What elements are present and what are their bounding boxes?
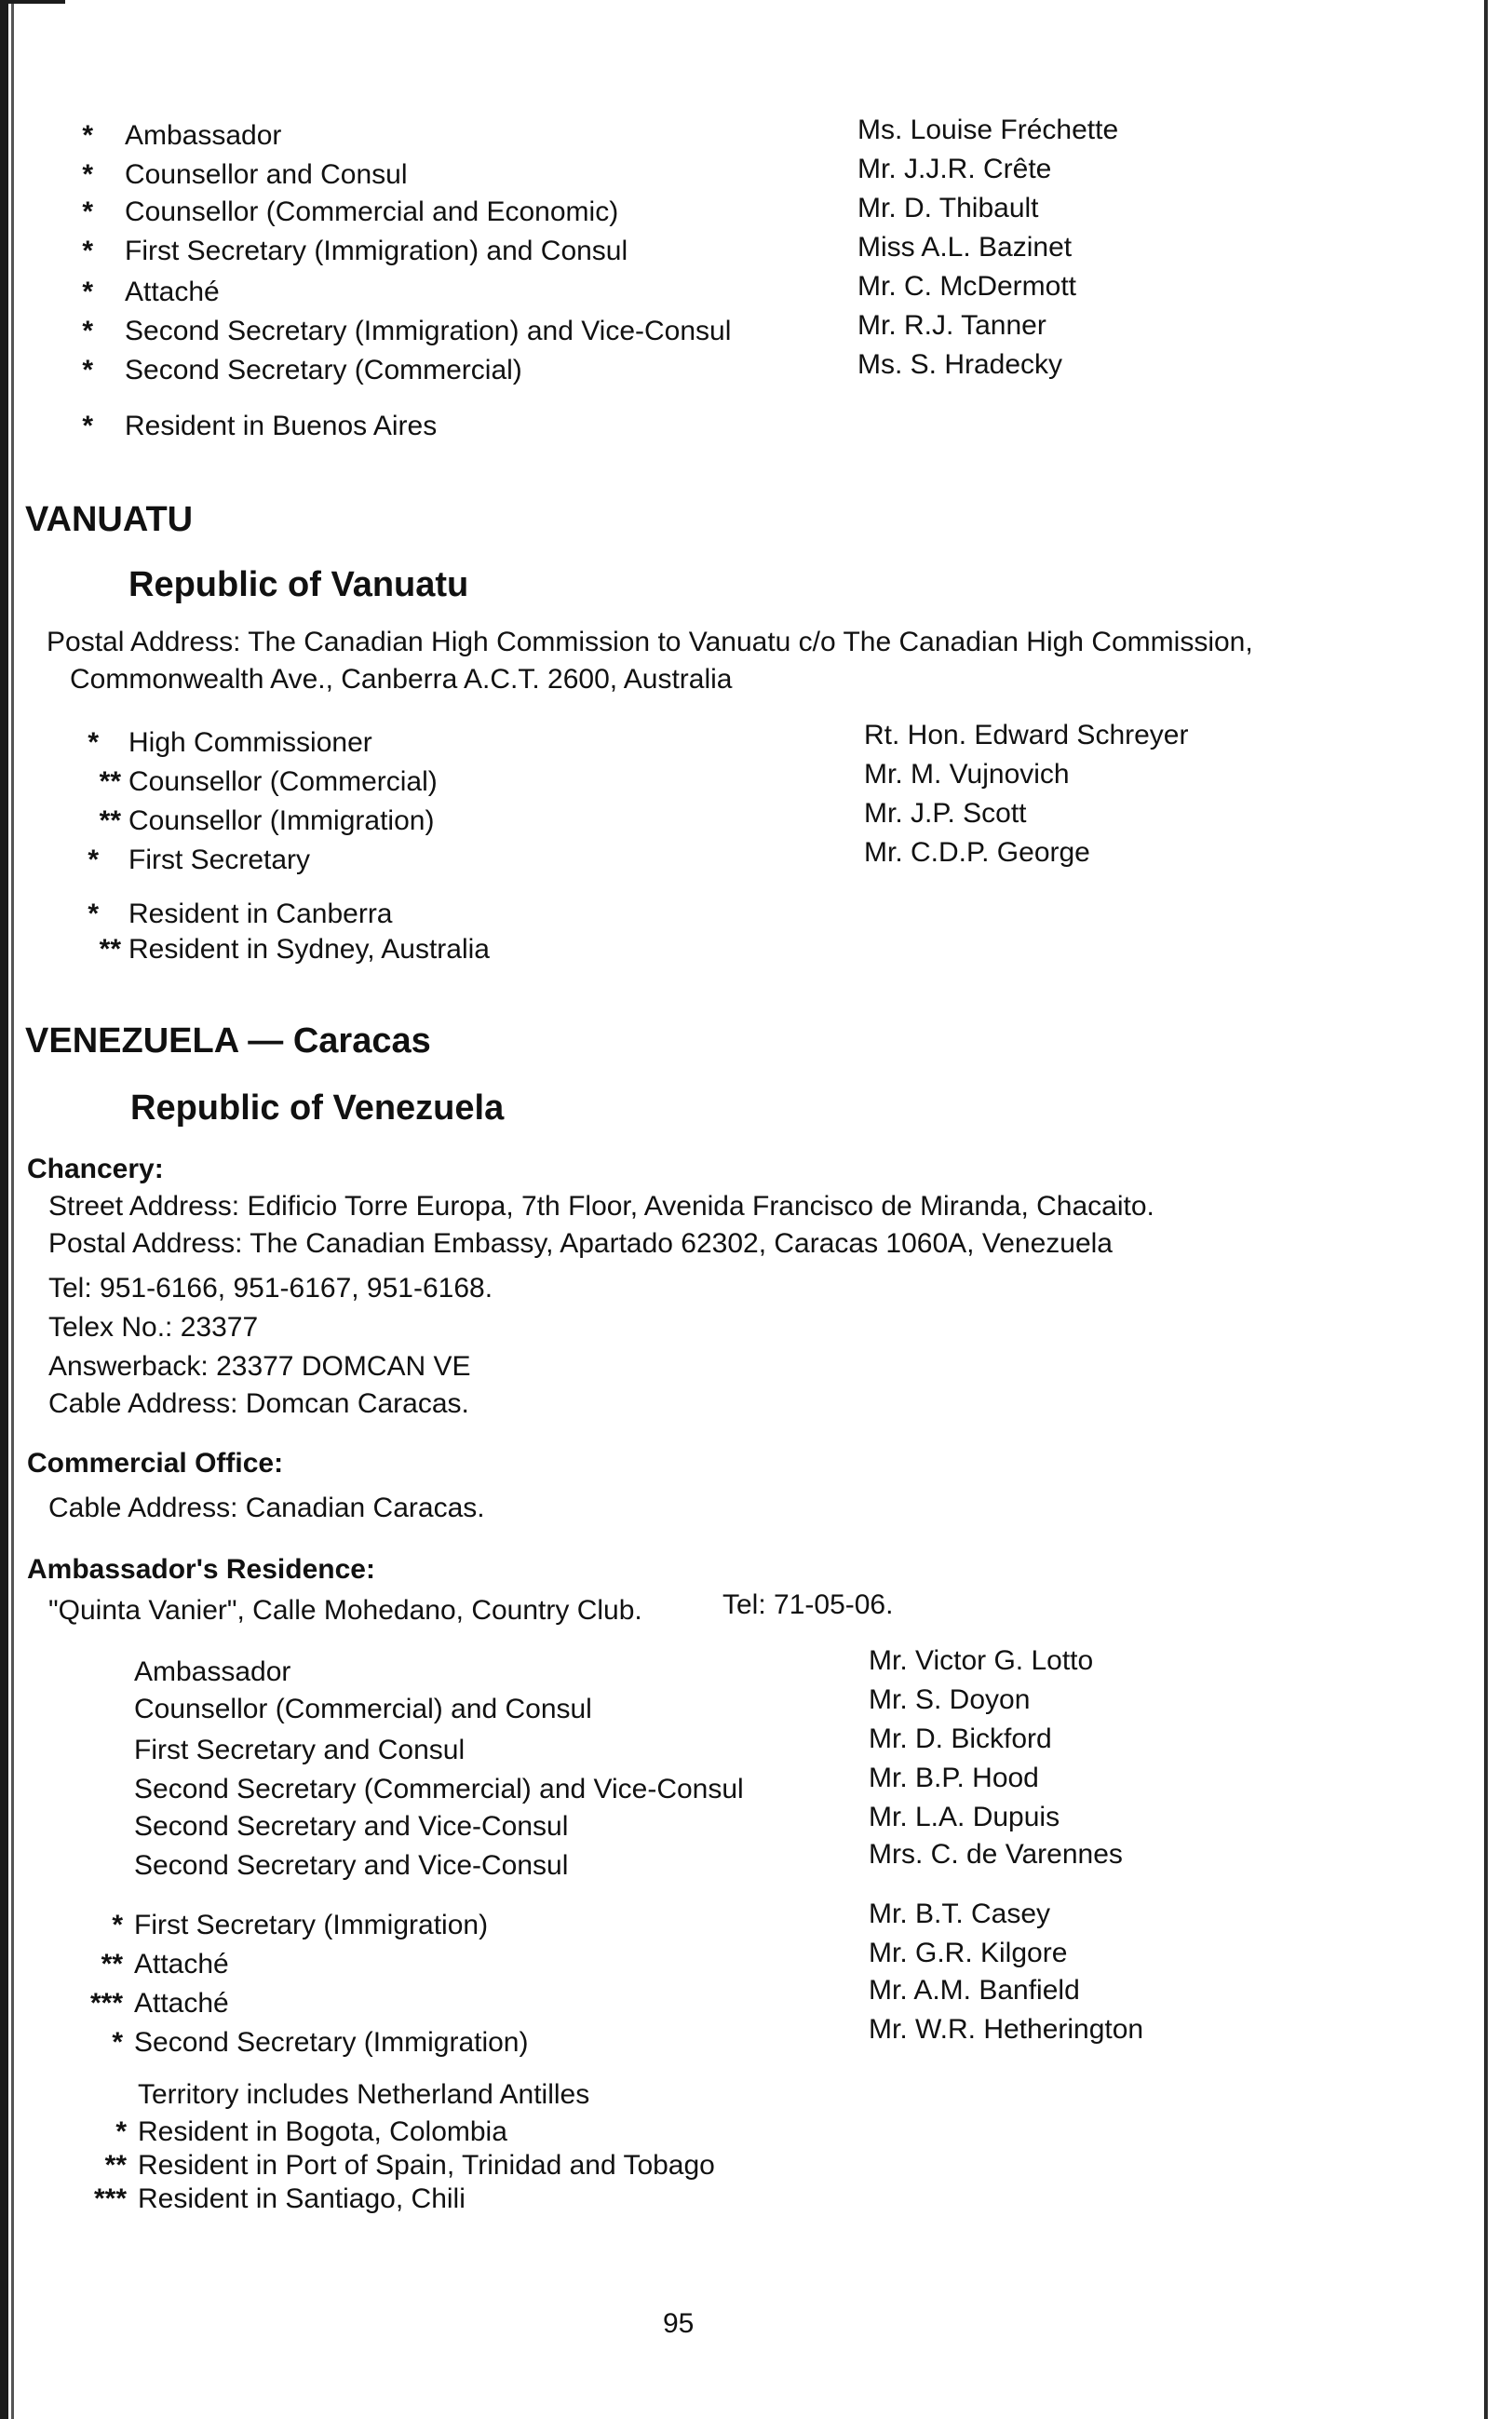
footnote-marker: ** (99, 805, 121, 836)
chancery-line: Tel: 951-6166, 951-6167, 951-6168. (48, 1273, 493, 1304)
staff-name: Mr. W.R. Hetherington (869, 2014, 1144, 2045)
footnote-text: Resident in Canberra (128, 899, 393, 929)
staff-name: Mr. D. Bickford (869, 1723, 1052, 1754)
staff-title: Second Secretary (Immigration) and Vice-Consul (125, 316, 732, 346)
staff-name: Mr. B.T. Casey (869, 1899, 1051, 1929)
staff-name: Mr. B.P. Hood (869, 1763, 1039, 1793)
postal-address-line: Postal Address: The Canadian High Commission to Vanuatu c/o The Canadian High Commission, (47, 627, 1253, 657)
staff-title: High Commissioner (128, 727, 372, 758)
staff-name: Miss A.L. Bazinet (857, 232, 1073, 263)
footnote-marker: * (82, 277, 93, 307)
page-number: 95 (663, 2308, 695, 2339)
staff-title: Attaché (134, 1988, 229, 2019)
footnote-marker: * (82, 236, 93, 266)
staff-name: Rt. Hon. Edward Schreyer (864, 720, 1189, 750)
staff-title: Counsellor (Commercial) and Consul (134, 1694, 592, 1724)
footnote-marker: * (115, 2116, 127, 2147)
section-subheading: Republic of Vanuatu (128, 565, 469, 604)
footnote-marker: * (82, 159, 93, 190)
chancery-line: Telex No.: 23377 (48, 1312, 259, 1343)
staff-name: Mr. M. Vujnovich (864, 759, 1070, 790)
section-heading-vanuatu: VANUATU (25, 500, 194, 539)
footnote-marker: *** (93, 2183, 127, 2214)
staff-title: Second Secretary (Commercial) and Vice-Consul (134, 1774, 744, 1804)
staff-title: Counsellor (Commercial) (128, 766, 438, 797)
staff-title: Attaché (134, 1949, 229, 1980)
footnote-marker: * (112, 2027, 123, 2058)
footnote-marker: ** (99, 766, 121, 797)
chancery-line: Cable Address: Domcan Caracas. (48, 1388, 469, 1419)
staff-name: Mr. R.J. Tanner (857, 310, 1046, 341)
staff-title: First Secretary (Immigration) and Consul (125, 236, 628, 266)
footnote-marker: * (82, 120, 93, 151)
staff-name: Mrs. C. de Varennes (869, 1839, 1123, 1870)
staff-name: Mr. J.J.R. Crête (857, 154, 1052, 184)
commercial-office-label: Commercial Office: (27, 1448, 284, 1479)
staff-name: Mr. D. Thibault (857, 193, 1039, 223)
footnote-marker: * (88, 845, 99, 875)
staff-name: Mr. G.R. Kilgore (869, 1938, 1068, 1968)
territory-note: Territory includes Netherland Antilles (138, 2079, 590, 2110)
commercial-office-line: Cable Address: Canadian Caracas. (48, 1493, 485, 1523)
staff-name: Mr. C. McDermott (857, 271, 1077, 302)
chancery-line: Postal Address: The Canadian Embassy, Apartado 62302, Caracas 1060A, Venezuela (48, 1228, 1113, 1259)
staff-name: Mr. L.A. Dupuis (869, 1802, 1060, 1832)
postal-address-line: Commonwealth Ave., Canberra A.C.T. 2600, Australia (70, 664, 733, 695)
staff-title: Counsellor (Commercial and Economic) (125, 196, 619, 227)
page-edge-right (1484, 0, 1488, 2419)
footnote-text: Resident in Bogota, Colombia (138, 2116, 507, 2147)
staff-title: First Secretary (Immigration) (134, 1910, 489, 1940)
footnote-marker: * (88, 899, 99, 929)
footnote-marker: * (82, 316, 93, 346)
staff-name: Mr. S. Doyon (869, 1684, 1031, 1715)
staff-title: Counsellor and Consul (125, 159, 408, 190)
footnote-marker: * (82, 411, 93, 441)
footnote-marker: ** (99, 934, 121, 965)
footnote-text: Resident in Buenos Aires (125, 411, 438, 441)
staff-title: Ambassador (125, 120, 282, 151)
staff-title: Ambassador (134, 1656, 291, 1687)
staff-title: Second Secretary and Vice-Consul (134, 1811, 569, 1842)
residence-tel: Tel: 71-05-06. (722, 1589, 894, 1620)
footnote-marker: * (82, 196, 93, 227)
staff-title: Second Secretary (Immigration) (134, 2027, 529, 2058)
residence-label: Ambassador's Residence: (27, 1554, 375, 1585)
staff-name: Mr. A.M. Banfield (869, 1975, 1080, 2006)
chancery-line: Answerback: 23377 DOMCAN VE (48, 1351, 471, 1382)
footnote-text: Resident in Sydney, Australia (128, 934, 490, 965)
chancery-line: Street Address: Edificio Torre Europa, 7th Floor, Avenida Francisco de Miranda, Chacaito. (48, 1191, 1154, 1222)
staff-name: Mr. C.D.P. George (864, 837, 1090, 868)
footnote-marker: ** (104, 2150, 127, 2181)
footnote-marker: * (88, 727, 99, 758)
page-edge-top (0, 0, 65, 4)
page-edge-left-inner (11, 0, 14, 2419)
staff-title: Second Secretary (Commercial) (125, 355, 522, 385)
staff-title: First Secretary and Consul (134, 1735, 466, 1765)
staff-title: Second Secretary and Vice-Consul (134, 1850, 569, 1881)
footnote-marker: * (82, 355, 93, 385)
staff-name: Ms. S. Hradecky (857, 349, 1063, 380)
section-heading-venezuela: VENEZUELA — Caracas (25, 1021, 431, 1061)
staff-title: First Secretary (128, 845, 311, 875)
page-edge-left (0, 0, 8, 2419)
section-subheading: Republic of Venezuela (130, 1088, 505, 1128)
footnote-marker: ** (101, 1949, 123, 1980)
footnote-text: Resident in Santiago, Chili (138, 2183, 466, 2214)
footnote-text: Resident in Port of Spain, Trinidad and Tobago (138, 2150, 715, 2181)
staff-name: Mr. J.P. Scott (864, 798, 1027, 829)
footnote-marker: * (112, 1910, 123, 1940)
staff-name: Ms. Louise Fréchette (857, 115, 1119, 145)
staff-title: Counsellor (Immigration) (128, 805, 435, 836)
chancery-label: Chancery: (27, 1154, 164, 1184)
staff-name: Mr. Victor G. Lotto (869, 1645, 1094, 1676)
residence-address: "Quinta Vanier", Calle Mohedano, Country Club. (48, 1595, 642, 1626)
staff-title: Attaché (125, 277, 220, 307)
footnote-marker: *** (89, 1988, 123, 2019)
